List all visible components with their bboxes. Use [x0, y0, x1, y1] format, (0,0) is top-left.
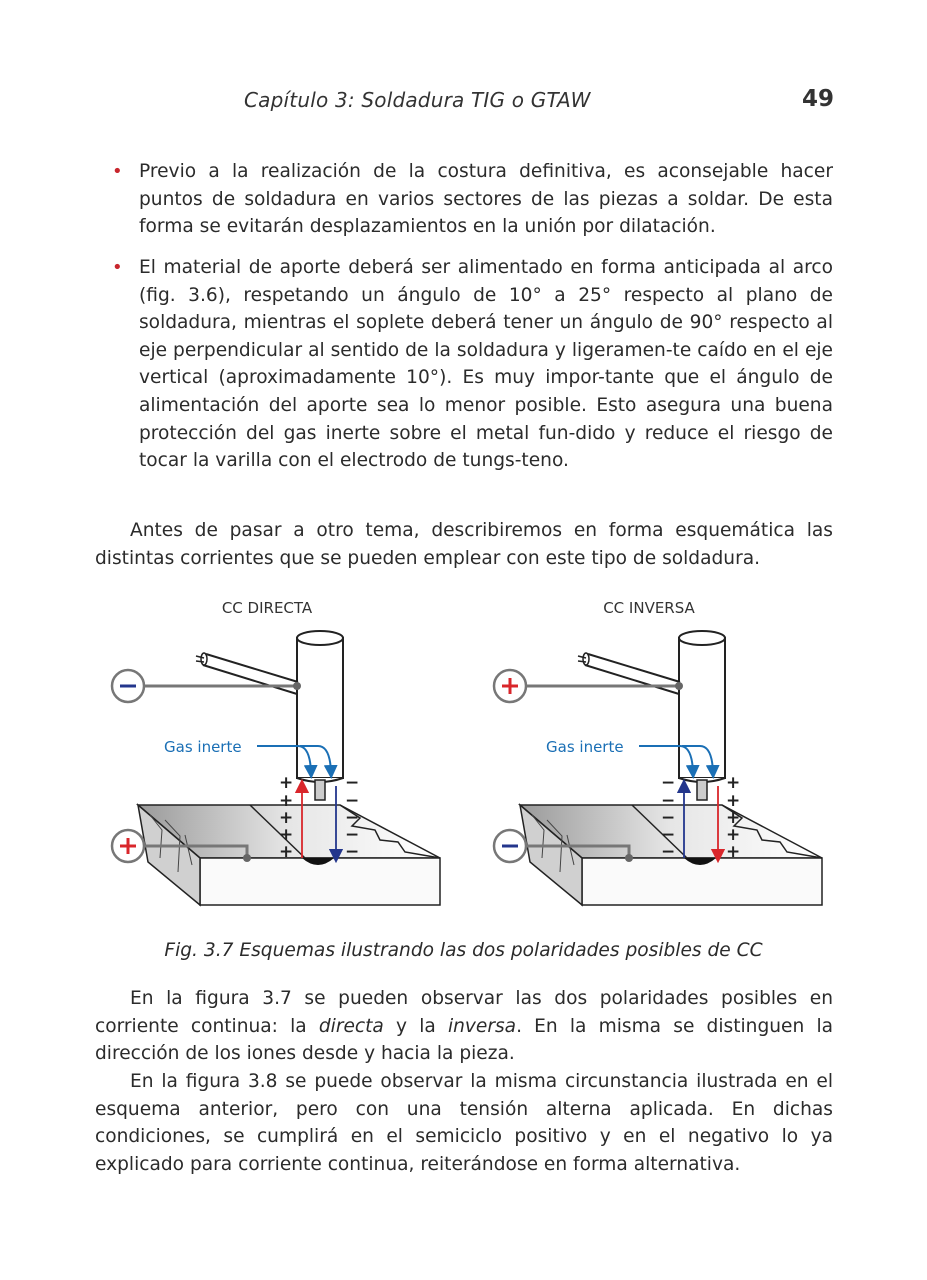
diagram-title-right: CC INVERSA [603, 599, 695, 617]
paragraph-1 [95, 985, 833, 1068]
gas-label-left: Gas inerte [164, 738, 242, 756]
diagram-cc-inversa [494, 599, 822, 905]
gas-label-right: Gas inerte [546, 738, 624, 756]
svg-text:−: − [661, 842, 676, 862]
svg-text:−: − [345, 808, 360, 828]
svg-text:+: + [279, 825, 294, 845]
emphasis-directa: directa [318, 1015, 384, 1037]
emphasis-inversa: inversa [447, 1015, 517, 1037]
svg-text:−: − [661, 791, 676, 811]
svg-text:−: − [345, 791, 360, 811]
bullet-dot: • [112, 161, 123, 182]
polarity-figure [0, 590, 927, 930]
svg-text:−: − [661, 825, 676, 845]
bullet-item-1 [112, 158, 833, 241]
bullet-text-2: El material de aporte deberá ser alimentado en forma anticipada al arco (fig. 3.6), respetando un ángulo de 10° a 25° respecto al plano de soldadura, mientras el soplete deberá tener un ángulo de 90° respecto al eje perpendicular al sentido de la soldadura y ligeramen-te caído en el eje vertical (aproximadamente 10°). Es muy impor-tante que el ángulo de alimentación del aporte sea lo menor posible. Esto asegura una buena protección del gas inerte sobre el metal fun-dido y reduce el riesgo de tocar la varilla con el electrodo de tungs-teno. [139, 257, 833, 472]
bullet-dot: • [112, 257, 123, 278]
svg-text:−: − [661, 773, 676, 793]
intro-paragraph: Antes de pasar a otro tema, describiremos en forma esquemática las distintas corrientes que se pueden emplear con este tipo de soldadura. [95, 520, 833, 569]
diagram-title-left: CC DIRECTA [221, 599, 313, 617]
svg-text:+: + [279, 791, 294, 811]
torch [196, 631, 343, 800]
page-header [0, 88, 927, 116]
diagram-cc-directa [112, 599, 440, 905]
svg-text:+: + [279, 808, 294, 828]
bullet-text-1: Previo a la realización de la costura definitiva, es aconsejable hacer puntos de soldadura en varios sectores de las piezas a soldar. De esta forma se evitarán desplazamientos en la unión por dilatación. [139, 161, 833, 238]
svg-text:+: + [279, 773, 294, 793]
bullet-item-2 [112, 254, 833, 475]
svg-text:+: + [726, 791, 741, 811]
paragraph-1-part-a: En la figura 3.7 se pueden observar las dos polaridades posibles en corriente continua: la [95, 988, 833, 1037]
paragraph-2: En la figura 3.8 se puede observar la misma circunstancia ilustrada en el esquema anterior, pero con una tensión alterna aplicada. En dichas condiciones, se cumplirá en el semiciclo positivo y en el negativo lo ya explicado para corriente continua, reiterándose en forma alternativa. [95, 1071, 833, 1175]
chapter-title: Capítulo 3: Soldadura TIG o GTAW [244, 88, 591, 112]
svg-text:−: − [345, 825, 360, 845]
svg-text:−: − [661, 808, 676, 828]
svg-text:+: + [279, 842, 294, 862]
paragraph-1-part-c: . En la misma se distinguen la dirección de los iones desde y hacia la pieza. [95, 1015, 834, 1065]
paragraph-1-part-b: y la [383, 1015, 448, 1037]
torch [578, 631, 725, 800]
tungsten-electrode [315, 780, 325, 800]
svg-text:+: + [726, 825, 741, 845]
svg-text:−: − [345, 773, 360, 793]
tungsten-electrode [697, 780, 707, 800]
page-number: 49 [802, 86, 835, 112]
svg-text:+: + [726, 773, 741, 793]
svg-text:−: − [345, 842, 360, 862]
svg-text:+: + [726, 808, 741, 828]
figure-caption: Fig. 3.7 Esquemas ilustrando las dos polaridades posibles de CC [164, 940, 763, 961]
svg-text:+: + [726, 842, 741, 862]
